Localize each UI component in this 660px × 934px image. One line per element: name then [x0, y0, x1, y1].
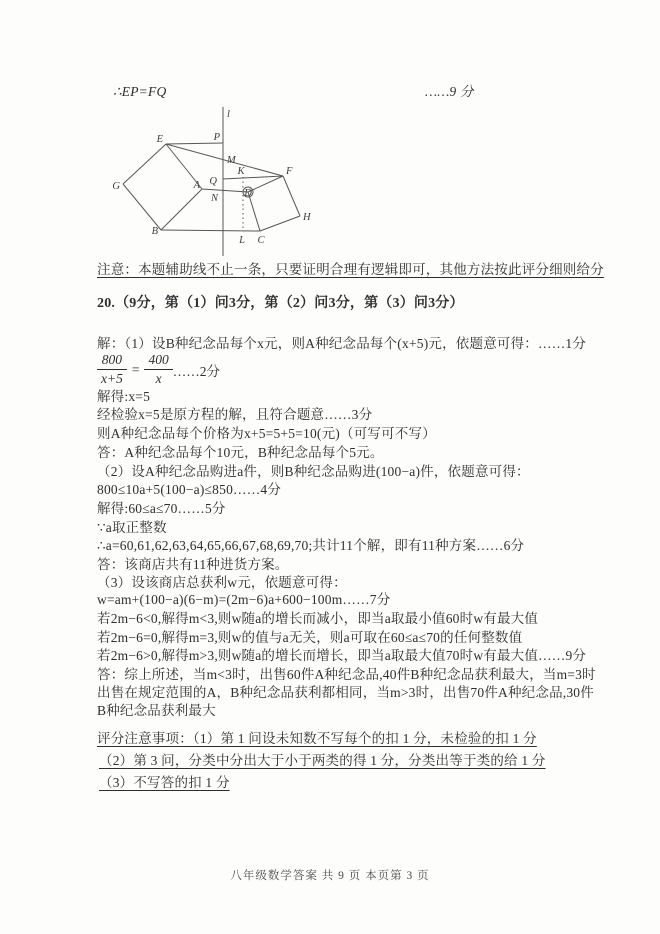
- scoring-note-line: （2）第 3 问，分类中分出大于小于两类的得 1 分，分类出等于类的给 1 分: [99, 753, 546, 768]
- label-F: F: [286, 166, 293, 177]
- fraction-left-denominator: x+5: [101, 371, 123, 386]
- segment-EP: [166, 143, 223, 144]
- solution-line: 800≤10a+5(100−a)≤850……4分: [97, 482, 282, 497]
- solution-line: 解得:60≤a≤70……5分: [97, 501, 226, 516]
- fraction-equation: [97, 352, 220, 387]
- conclusion-text: ∴EP=FQ: [113, 84, 167, 99]
- solution-line: ∴a=60,61,62,63,64,65,66,67,68,69,70;共计11个解，即有11种方案……6分: [97, 538, 525, 553]
- scoring-note-line: （3）不写答的扣 1 分: [99, 775, 230, 790]
- grading-note: 注意：本题辅助线不止一条，只要证明合理有逻辑即可，其他方法按此评分细则给分: [97, 262, 604, 277]
- page-footer: 八年级数学答案 共 9 页 本页第 3 页: [230, 870, 430, 882]
- segment-CH: [260, 216, 300, 231]
- fraction-right-denominator: x: [155, 371, 162, 386]
- solution-line: 经检验x=5是原方程的解，且符合题意……3分: [97, 407, 373, 422]
- geometry-figure: [100, 100, 330, 260]
- solution-line: ∵a取正整数: [97, 520, 167, 535]
- label-L: L: [239, 235, 245, 246]
- solution-line: 则A种纪念品每个价格为x+5=5+5=10(元)（可写可不写）: [97, 426, 436, 441]
- segment-EF: [166, 144, 283, 176]
- segment-AD: [202, 189, 248, 192]
- solution-line: B种纪念品获利最大: [97, 703, 216, 718]
- solution-line: 若2m−6>0,解得m>3,则w随a的增长而增长，即当a取最大值70时w有最大值……9分: [97, 648, 587, 663]
- label-B: B: [151, 226, 158, 237]
- segment-QF: [223, 176, 283, 179]
- label-E: E: [156, 134, 163, 145]
- equals-sign: =: [131, 361, 140, 377]
- scoring-note-line: 评分注意事项：（1）第 1 问设未知数不写每个的扣 1 分，未检验的扣 1 分: [97, 731, 537, 746]
- label-M: M: [227, 155, 236, 166]
- solution-line: 若2m−6<0,解得m<3,则w随a的增长而减小，即当a取最小值60时w有最大值: [97, 611, 539, 626]
- solution-line: 若2m−6=0,解得m=3,则w的值与a无关，则a可取在60≤a≤70的任何整数值: [97, 630, 523, 645]
- fraction-left: [97, 352, 127, 387]
- label-N: N: [210, 193, 218, 204]
- solution-line: 答：A种纪念品每个10元，B种纪念品每个5元。: [97, 445, 384, 460]
- solution-line: 解：（1）设B种纪念品每个x元，则A种纪念品每个(x+5)元，依题意可得：……1分: [97, 336, 587, 351]
- fraction-left-numerator: 800: [97, 352, 127, 370]
- label-D: D: [244, 188, 252, 199]
- label-l: l: [227, 109, 230, 120]
- label-H: H: [303, 212, 311, 223]
- segment-HF: [283, 176, 300, 216]
- segment-BC: [161, 230, 260, 231]
- solution-line: 答：综上所述，当m<3时，出售60件A种纪念品,40件B种纪念品获利最大，当m=3时: [97, 667, 596, 682]
- solution-line: （2）设A种纪念品购进a件，则B种纪念品购进(100−a)件，依题意可得：: [97, 464, 530, 479]
- problem-heading: 20.（9分，第（1）问3分，第（2）问3分，第（3）问3分）: [97, 296, 464, 311]
- segment-DF: [248, 176, 283, 192]
- solution-line: 解得:x=5: [97, 389, 151, 404]
- solution-line: 出售在规定范围的A，B种纪念品获利都相同，当m>3时，出售70件A种纪念品,30件: [97, 685, 594, 700]
- label-A: A: [193, 180, 200, 191]
- segment-EG: [123, 144, 166, 184]
- conclusion-score: ……9 分: [425, 84, 474, 99]
- fraction-right-numerator: 400: [144, 352, 172, 370]
- solution-line: w=am+(100−a)(6−m)=(2m−6)a+600−100m……7分: [97, 592, 391, 607]
- fraction-score-suffix: ……2分: [172, 363, 220, 379]
- label-P: P: [213, 132, 220, 143]
- label-C: C: [257, 235, 265, 246]
- label-K: K: [237, 166, 245, 177]
- solution-line: （3）设该商店总获利w元，依题意可得：: [97, 575, 347, 590]
- solution-line: 答：该商店共有11种进货方案。: [97, 557, 289, 572]
- fraction-right: [144, 352, 172, 387]
- segment-AB: [161, 189, 202, 230]
- label-G: G: [112, 181, 120, 192]
- segment-GB: [123, 184, 161, 230]
- figure-labels: [112, 109, 312, 246]
- label-Q: Q: [209, 176, 217, 187]
